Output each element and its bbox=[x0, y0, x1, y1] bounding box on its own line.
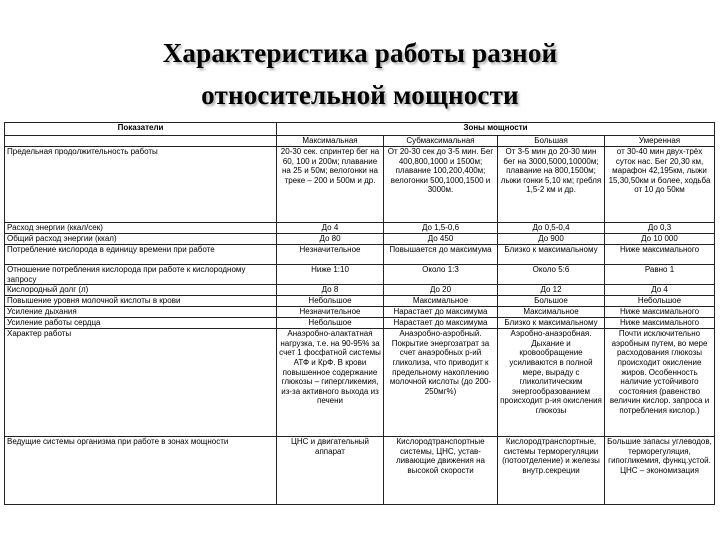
row-value: До 450 bbox=[384, 234, 498, 245]
table-row bbox=[5, 437, 715, 505]
row-value: Около 5:6 bbox=[498, 265, 605, 285]
title-line-1: Характеристика работы разной bbox=[162, 38, 558, 68]
row-value: До 0,3 bbox=[605, 223, 715, 234]
row-value: До 12 bbox=[498, 285, 605, 296]
row-indicator: Усиление работы сердца bbox=[5, 318, 277, 329]
row-indicator: Характер работы bbox=[5, 329, 277, 437]
row-indicator: Повышение уровня молочной кислоты в крови bbox=[5, 296, 277, 307]
row-value: Ниже максимального bbox=[605, 318, 715, 329]
row-value: До 20 bbox=[384, 285, 498, 296]
row-value: Небольшое bbox=[605, 296, 715, 307]
row-value: Кислородтранспортные, системы терморегуляции (потоотделение) и железы внутр.секреции bbox=[498, 437, 605, 505]
row-value: Небольшое bbox=[277, 318, 384, 329]
row-value: Анаэробно-аэробный. Покрытие энергозатрат за счет анаэробных р-ий гликолиза, что приводит к предельному накоплению молочной кислоты (до 200-250мг%) bbox=[384, 329, 498, 437]
row-value: Большое bbox=[498, 296, 605, 307]
row-indicator: Кислородный долг (л) bbox=[5, 285, 277, 296]
table-row bbox=[5, 318, 715, 329]
row-value: От 20-30 сек до 3-5 мин. Бег 400,800,1000 и 1500м; плавание 100,200,400м; велогонки 500,1000,1500 и 3000м. bbox=[384, 147, 498, 223]
row-value: Незначительное bbox=[277, 307, 384, 318]
row-indicator: Ведущие системы организма при работе в зонах мощности bbox=[5, 437, 277, 505]
row-value: От 3-5 мин до 20-30 мин бег на 3000,5000,10000м; плавание на 800,1500м; лыжи гонки 5,10 км; гребля 1,5-2 км и др. bbox=[498, 147, 605, 223]
row-value: До 4 bbox=[605, 285, 715, 296]
row-indicator: Усиление дыхания bbox=[5, 307, 277, 318]
zone-names-blank bbox=[5, 136, 277, 147]
row-value: ЦНС и двигательный аппарат bbox=[277, 437, 384, 505]
power-zones-table bbox=[4, 122, 715, 505]
row-value: Нарастает до максимума bbox=[384, 318, 498, 329]
row-value: Небольшое bbox=[277, 296, 384, 307]
row-value: Ниже максимального bbox=[605, 245, 715, 265]
row-value: До 900 bbox=[498, 234, 605, 245]
zone-large: Большая bbox=[498, 136, 605, 147]
row-value: До 80 bbox=[277, 234, 384, 245]
row-value: Почти исключительно аэробным путем, во мере расходования глюкозы происходит окисление жиров. Особенность наличие устойчивого состояния (равенство величин кислор. запроса и потребления кислор.) bbox=[605, 329, 715, 437]
row-value: Кислородтранспортные системы, ЦНС, устав-ливающие движения на высокой скорости bbox=[384, 437, 498, 505]
row-value: Максимальное bbox=[498, 307, 605, 318]
row-value: До 4 bbox=[277, 223, 384, 234]
table-row bbox=[5, 234, 715, 245]
table-row bbox=[5, 223, 715, 234]
row-value: Равно 1 bbox=[605, 265, 715, 285]
row-indicator: Расход энергии (ккал/сек) bbox=[5, 223, 277, 234]
row-value: Около 1:3 bbox=[384, 265, 498, 285]
title-line-2: относительной мощности bbox=[201, 80, 519, 110]
table-row bbox=[5, 329, 715, 437]
zone-names-row bbox=[5, 136, 715, 147]
table-header-row bbox=[5, 123, 715, 136]
row-value: Близко к максимальному bbox=[498, 318, 605, 329]
row-value: Ниже максимального bbox=[605, 307, 715, 318]
page-title bbox=[0, 32, 720, 116]
zone-maximal: Максимальная bbox=[277, 136, 384, 147]
zone-submaximal: Субмаксимальная bbox=[384, 136, 498, 147]
table-row bbox=[5, 147, 715, 223]
row-value: 20-30 сек. спринтер бег на 60, 100 и 200м; плавание на 25 и 50м; велогонки на треке – 200 и 500м и др. bbox=[277, 147, 384, 223]
table-row bbox=[5, 296, 715, 307]
table-row bbox=[5, 265, 715, 285]
header-zones: Зоны мощности bbox=[277, 123, 715, 136]
table-row bbox=[5, 245, 715, 265]
row-value: До 1,5-0,6 bbox=[384, 223, 498, 234]
row-indicator: Потребление кислорода в единицу времени при работе bbox=[5, 245, 277, 265]
row-value: Незначительное bbox=[277, 245, 384, 265]
table-row bbox=[5, 307, 715, 318]
row-indicator: Предельная продолжительность работы bbox=[5, 147, 277, 223]
zone-moderate: Умеренная bbox=[605, 136, 715, 147]
row-value: Ниже 1:10 bbox=[277, 265, 384, 285]
row-indicator: Отношение потребления кислорода при работе к кислородному запросу bbox=[5, 265, 277, 285]
row-value: До 8 bbox=[277, 285, 384, 296]
table-row bbox=[5, 285, 715, 296]
row-value: Близко к максимальному bbox=[498, 245, 605, 265]
row-value: от 30-40 мин двух-трёх суток нас. Бег 20,30 км, марафон 42,195км, лыжи 15,30,50км и более, ходьба от 10 до 50км bbox=[605, 147, 715, 223]
row-value: До 0,5-0,4 bbox=[498, 223, 605, 234]
row-value: Анаэробно-алактатная нагрузка, т.е. на 90-95% за счет 1 фосфатной системы АТФ и КрФ. В крови повышенное содержание глюкозы – гипергликемия, из-за активного выхода из печени bbox=[277, 329, 384, 437]
row-value: Нарастает до максимума bbox=[384, 307, 498, 318]
row-value: До 10 000 bbox=[605, 234, 715, 245]
row-value: Повышается до максимума bbox=[384, 245, 498, 265]
row-value: Аэробно-анаэробная. Дыхание и кровообращение усиливаются в полной мере, выраду с гликолитическим энергообразованием происходит р-ия окисления глюкозы bbox=[498, 329, 605, 437]
row-value: Максимальное bbox=[384, 296, 498, 307]
row-indicator: Общий расход энергии (ккал) bbox=[5, 234, 277, 245]
header-indicator: Показатели bbox=[5, 123, 277, 136]
row-value: Большие запасы углеводов, терморегуляция, гипогликемия, функц.устой. ЦНС – экономизация bbox=[605, 437, 715, 505]
